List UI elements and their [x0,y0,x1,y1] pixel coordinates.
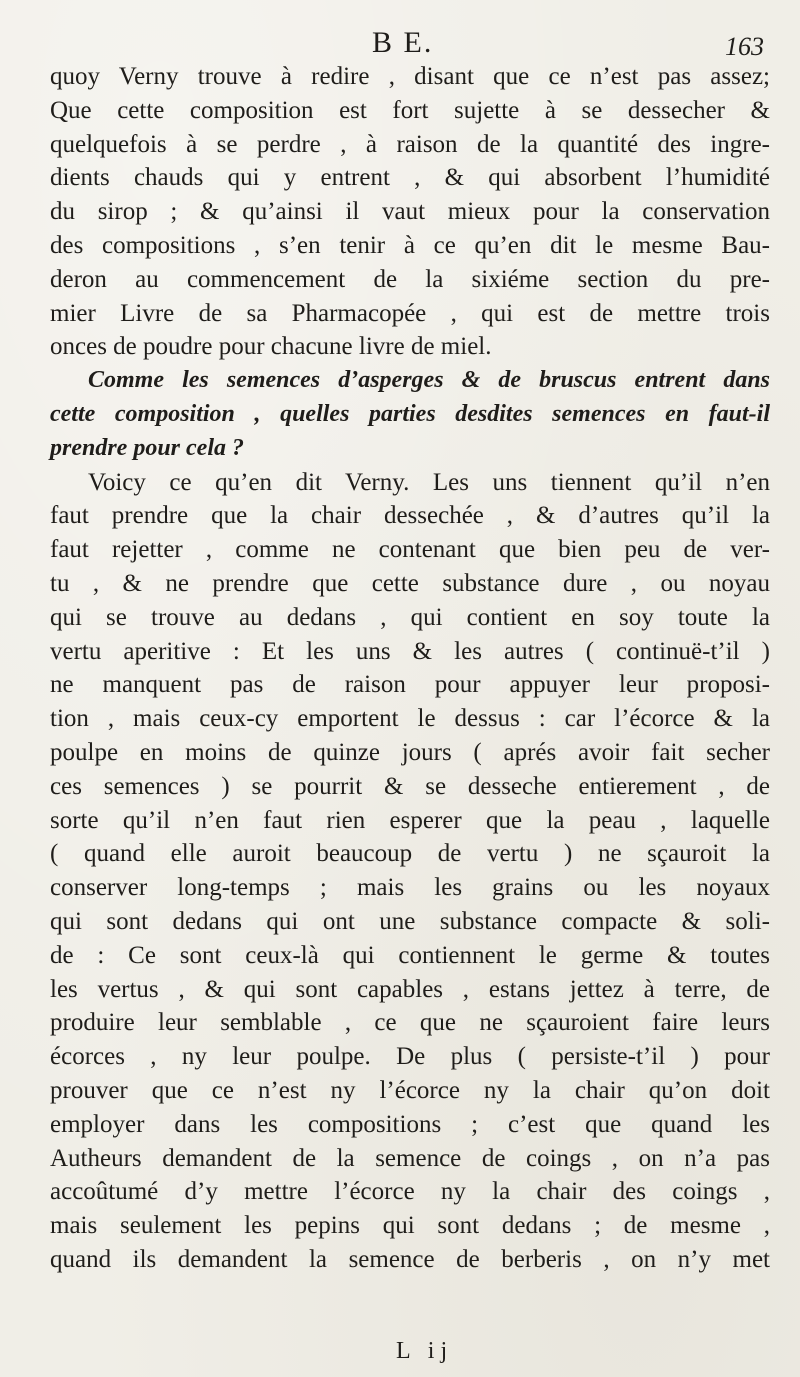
text-line: employer dans les compositions ; c’est que quand les [50,1110,770,1138]
text-line: ( quand elle auroit beaucoup de vertu ) ne sçauroit la [50,840,770,868]
text-line: conserver long-temps ; mais les grains ou les noyaux [50,874,770,902]
text-line: de : Ce sont ceux-là qui contiennent le germe & toutes [50,941,770,969]
text-line: les vertus , & qui sont capables , estans jettez à terre, de [50,975,770,1003]
text-line: du sirop ; & qu’ainsi il vaut mieux pour la conservation [50,198,770,226]
text-line: faut prendre que la chair dessechée , & d’autres qu’il la [50,502,770,530]
paragraph-1 [50,60,770,364]
text-line: ne manquent pas de raison pour appuyer leur proposi- [50,671,770,699]
text-line: qui sont dedans qui ont une substance compacte & soli- [50,907,770,935]
text-line: poulpe en moins de quinze jours ( aprés avoir fait secher [50,738,770,766]
text-line: Voicy ce qu’en dit Verny. Les uns tiennent qu’il n’en [88,468,770,496]
text-line: mais seulement les pepins qui sont dedans ; de mesme , [50,1212,770,1240]
text-line: tu , & ne prendre que cette substance dure , ou noyau [50,569,770,597]
text-line: faut rejetter , comme ne contenant que bien peu de ver- [50,536,770,564]
page-header [0,20,800,64]
text-line: accoûtumé d’y mettre l’écorce ny la chair des coings , [50,1178,770,1206]
text-line: quoy Verny trouve à redire , disant que ce n’est pas assez; [50,63,770,90]
text-line: quelquefois à se perdre , à raison de la quantité des ingre- [50,130,770,158]
text-line: qui se trouve au dedans , qui contient en soy toute la [50,603,770,631]
body-text [50,60,770,1277]
text-line: tion , mais ceux-cy emportent le dessus : car l’écorce & la [50,705,770,733]
question-heading [50,364,770,465]
text-line: des compositions , s’en tenir à ce qu’en dit le mesme Bau- [50,231,770,259]
text-line: dients chauds qui y entrent , & qui absorbent l’humidité [50,164,770,192]
text-line: quand ils demandent la semence de berberis , on n’y met [50,1245,770,1273]
text-line: vertu aperitive : Et les uns & les autres ( continuë-t’il ) [50,637,770,665]
text-line: prouver que ce n’est ny l’écorce ny la chair qu’on doit [50,1076,770,1104]
paragraph-3 [50,466,770,1277]
text-line: mier Livre de sa Pharmacopée , qui est de mettre trois [50,299,770,327]
text-line: onces de poudre pour chacune livre de miel. [50,333,492,361]
page-number: 163 [725,32,764,61]
running-head: B E. [372,26,434,59]
text-line: écorces , ny leur poulpe. De plus ( persiste-t’il ) pour [50,1043,770,1071]
text-line: Que cette composition est fort sujette à se dessecher & [50,96,770,124]
text-line: sorte qu’il n’en faut rien esperer que la peau , laquelle [50,806,770,834]
text-line: produire leur semblable , ce que ne sçauroient faire leurs [50,1009,770,1037]
text-line: deron au commencement de la sixiéme section du pre- [50,265,770,293]
text-line: ces semences ) se pourrit & se desseche entierement , de [50,772,770,800]
question-line: prendre pour cela ? [50,434,244,461]
question-line: cette composition , quelles parties desdites semences en faut-il [50,400,770,427]
signature-mark: L ij [396,1338,454,1364]
question-line: Comme les semences d’asperges & de bruscus entrent dans [88,367,770,394]
text-line: Autheurs demandent de la semence de coings , on n’a pas [50,1144,770,1172]
